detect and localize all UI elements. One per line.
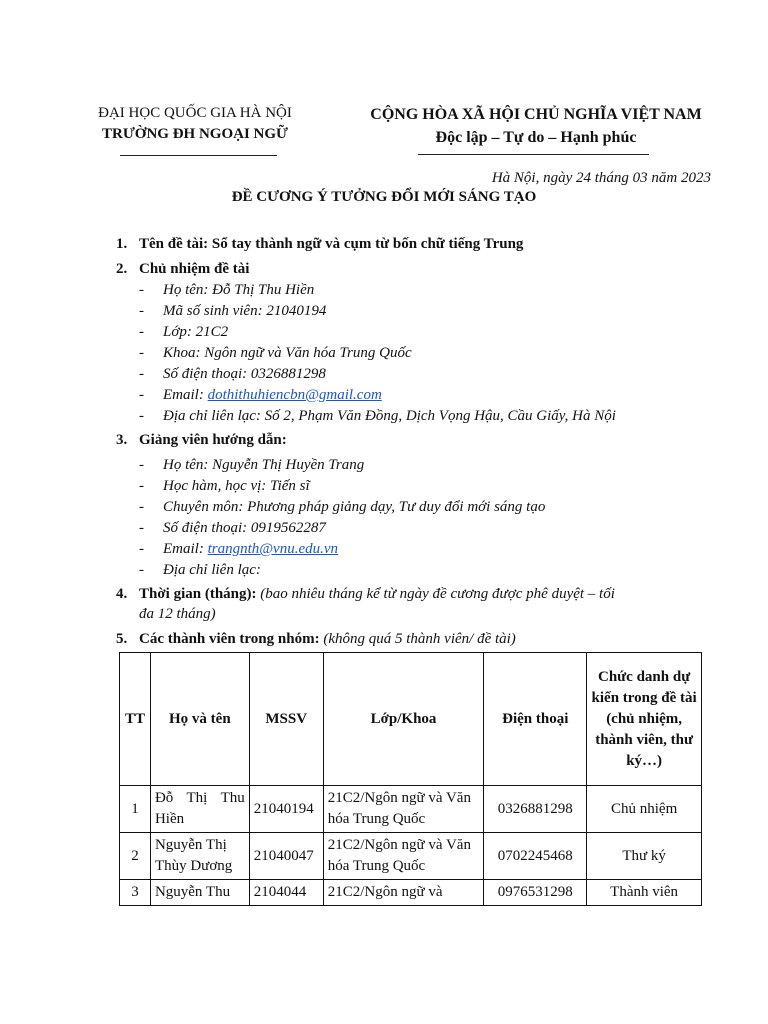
header-mssv: MSSV xyxy=(249,653,323,786)
section-5 xyxy=(116,629,516,650)
list-item: - Số điện thoại: 0919562287 xyxy=(139,520,326,536)
section-3 xyxy=(116,430,287,451)
section-1 xyxy=(116,234,523,255)
list-item: - Khoa: Ngôn ngữ và Văn hóa Trung Quốc xyxy=(139,345,412,361)
section-note: (không quá 5 thành viên/ đề tài) xyxy=(319,631,516,647)
section-number: 4. xyxy=(116,586,128,602)
section-number: 1. xyxy=(116,236,128,252)
topic-title: Tên đề tài: Sổ tay thành ngữ và cụm từ bốn chữ tiếng Trung xyxy=(139,236,524,252)
section-heading: Chủ nhiệm đề tài xyxy=(139,261,250,277)
list-item: - Học hàm, học vị: Tiến sĩ xyxy=(139,478,310,494)
national-title: CỘNG HÒA XÃ HỘI CHỦ NGHĨA VIỆT NAM xyxy=(370,106,702,123)
list-item: - Họ tên: Nguyễn Thị Huyền Trang xyxy=(139,457,365,473)
list-item: - Mã số sinh viên: 21040194 xyxy=(139,303,327,319)
section-heading: Giảng viên hướng dẫn: xyxy=(139,432,287,448)
section-heading: Thời gian (tháng): xyxy=(139,586,257,602)
header-phone: Điện thoại xyxy=(484,653,587,786)
university-name: ĐẠI HỌC QUỐC GIA HÀ NỘI xyxy=(98,105,292,121)
header-tt: TT xyxy=(120,653,151,786)
section-note: (bao nhiêu tháng kể từ ngày đề cương được phê duyệt – tối xyxy=(256,586,615,602)
section-number: 2. xyxy=(116,261,128,277)
document-title: ĐỀ CƯƠNG Ý TƯỞNG ĐỔI MỚI SÁNG TẠO xyxy=(231,189,537,205)
section-heading: Các thành viên trong nhóm: xyxy=(139,631,320,647)
section-4 xyxy=(116,584,615,605)
section-number: 3. xyxy=(116,432,128,448)
table-row: 2 Nguyễn Thị Thùy Dương 21040047 21C2/Ngôn ngữ và Văn hóa Trung Quốc 0702245468 Thư ký xyxy=(120,833,702,880)
header-left-underline xyxy=(120,155,277,156)
email-link[interactable]: trangnth@vnu.edu.vn xyxy=(207,541,339,557)
header-class: Lớp/Khoa xyxy=(323,653,484,786)
list-item: - Họ tên: Đỗ Thị Thu Hiền xyxy=(139,282,315,298)
header-left xyxy=(80,103,310,145)
section-2 xyxy=(116,259,249,280)
email-link[interactable]: dothithuhiencbn@gmail.com xyxy=(207,387,382,403)
table-row: 1 Đỗ Thị Thu Hiền 21040194 21C2/Ngôn ngữ và Văn hóa Trung Quốc 0326881298 Chủ nhiệm xyxy=(120,786,702,833)
section-number: 5. xyxy=(116,631,128,647)
members-table xyxy=(119,652,702,906)
table-row: 3 Nguyễn Thu 2104044 21C2/Ngôn ngữ và 0976531298 Thành viên xyxy=(120,880,702,906)
list-item: - Địa chỉ liên lạc: Số 2, Phạm Văn Đồng, Dịch Vọng Hậu, Cầu Giấy, Hà Nội xyxy=(139,408,616,424)
national-motto: Độc lập – Tự do – Hạnh phúc xyxy=(435,129,637,146)
header-name: Họ và tên xyxy=(150,653,249,786)
header-right xyxy=(350,103,722,149)
school-name: TRƯỜNG ĐH NGOẠI NGỮ xyxy=(102,126,288,142)
header-right-underline xyxy=(418,154,649,155)
table-header-row xyxy=(120,653,702,786)
list-item: - Lớp: 21C2 xyxy=(139,324,229,340)
list-item: - Chuyên môn: Phương pháp giảng dạy, Tư duy đổi mới sáng tạo xyxy=(139,499,546,515)
date-line: Hà Nội, ngày 24 tháng 03 năm 2023 xyxy=(491,170,711,186)
section-note-continued: đa 12 tháng) xyxy=(139,606,216,622)
header-role: Chức danh dự kiến trong đề tài (chủ nhiệm, thành viên, thư ký…) xyxy=(587,653,702,786)
list-item: - Email: trangnth@vnu.edu.vn xyxy=(139,541,339,557)
list-item: - Email: dothithuhiencbn@gmail.com xyxy=(139,387,382,403)
list-item: - Số điện thoại: 0326881298 xyxy=(139,366,326,382)
list-item: - Địa chỉ liên lạc: xyxy=(139,562,261,578)
